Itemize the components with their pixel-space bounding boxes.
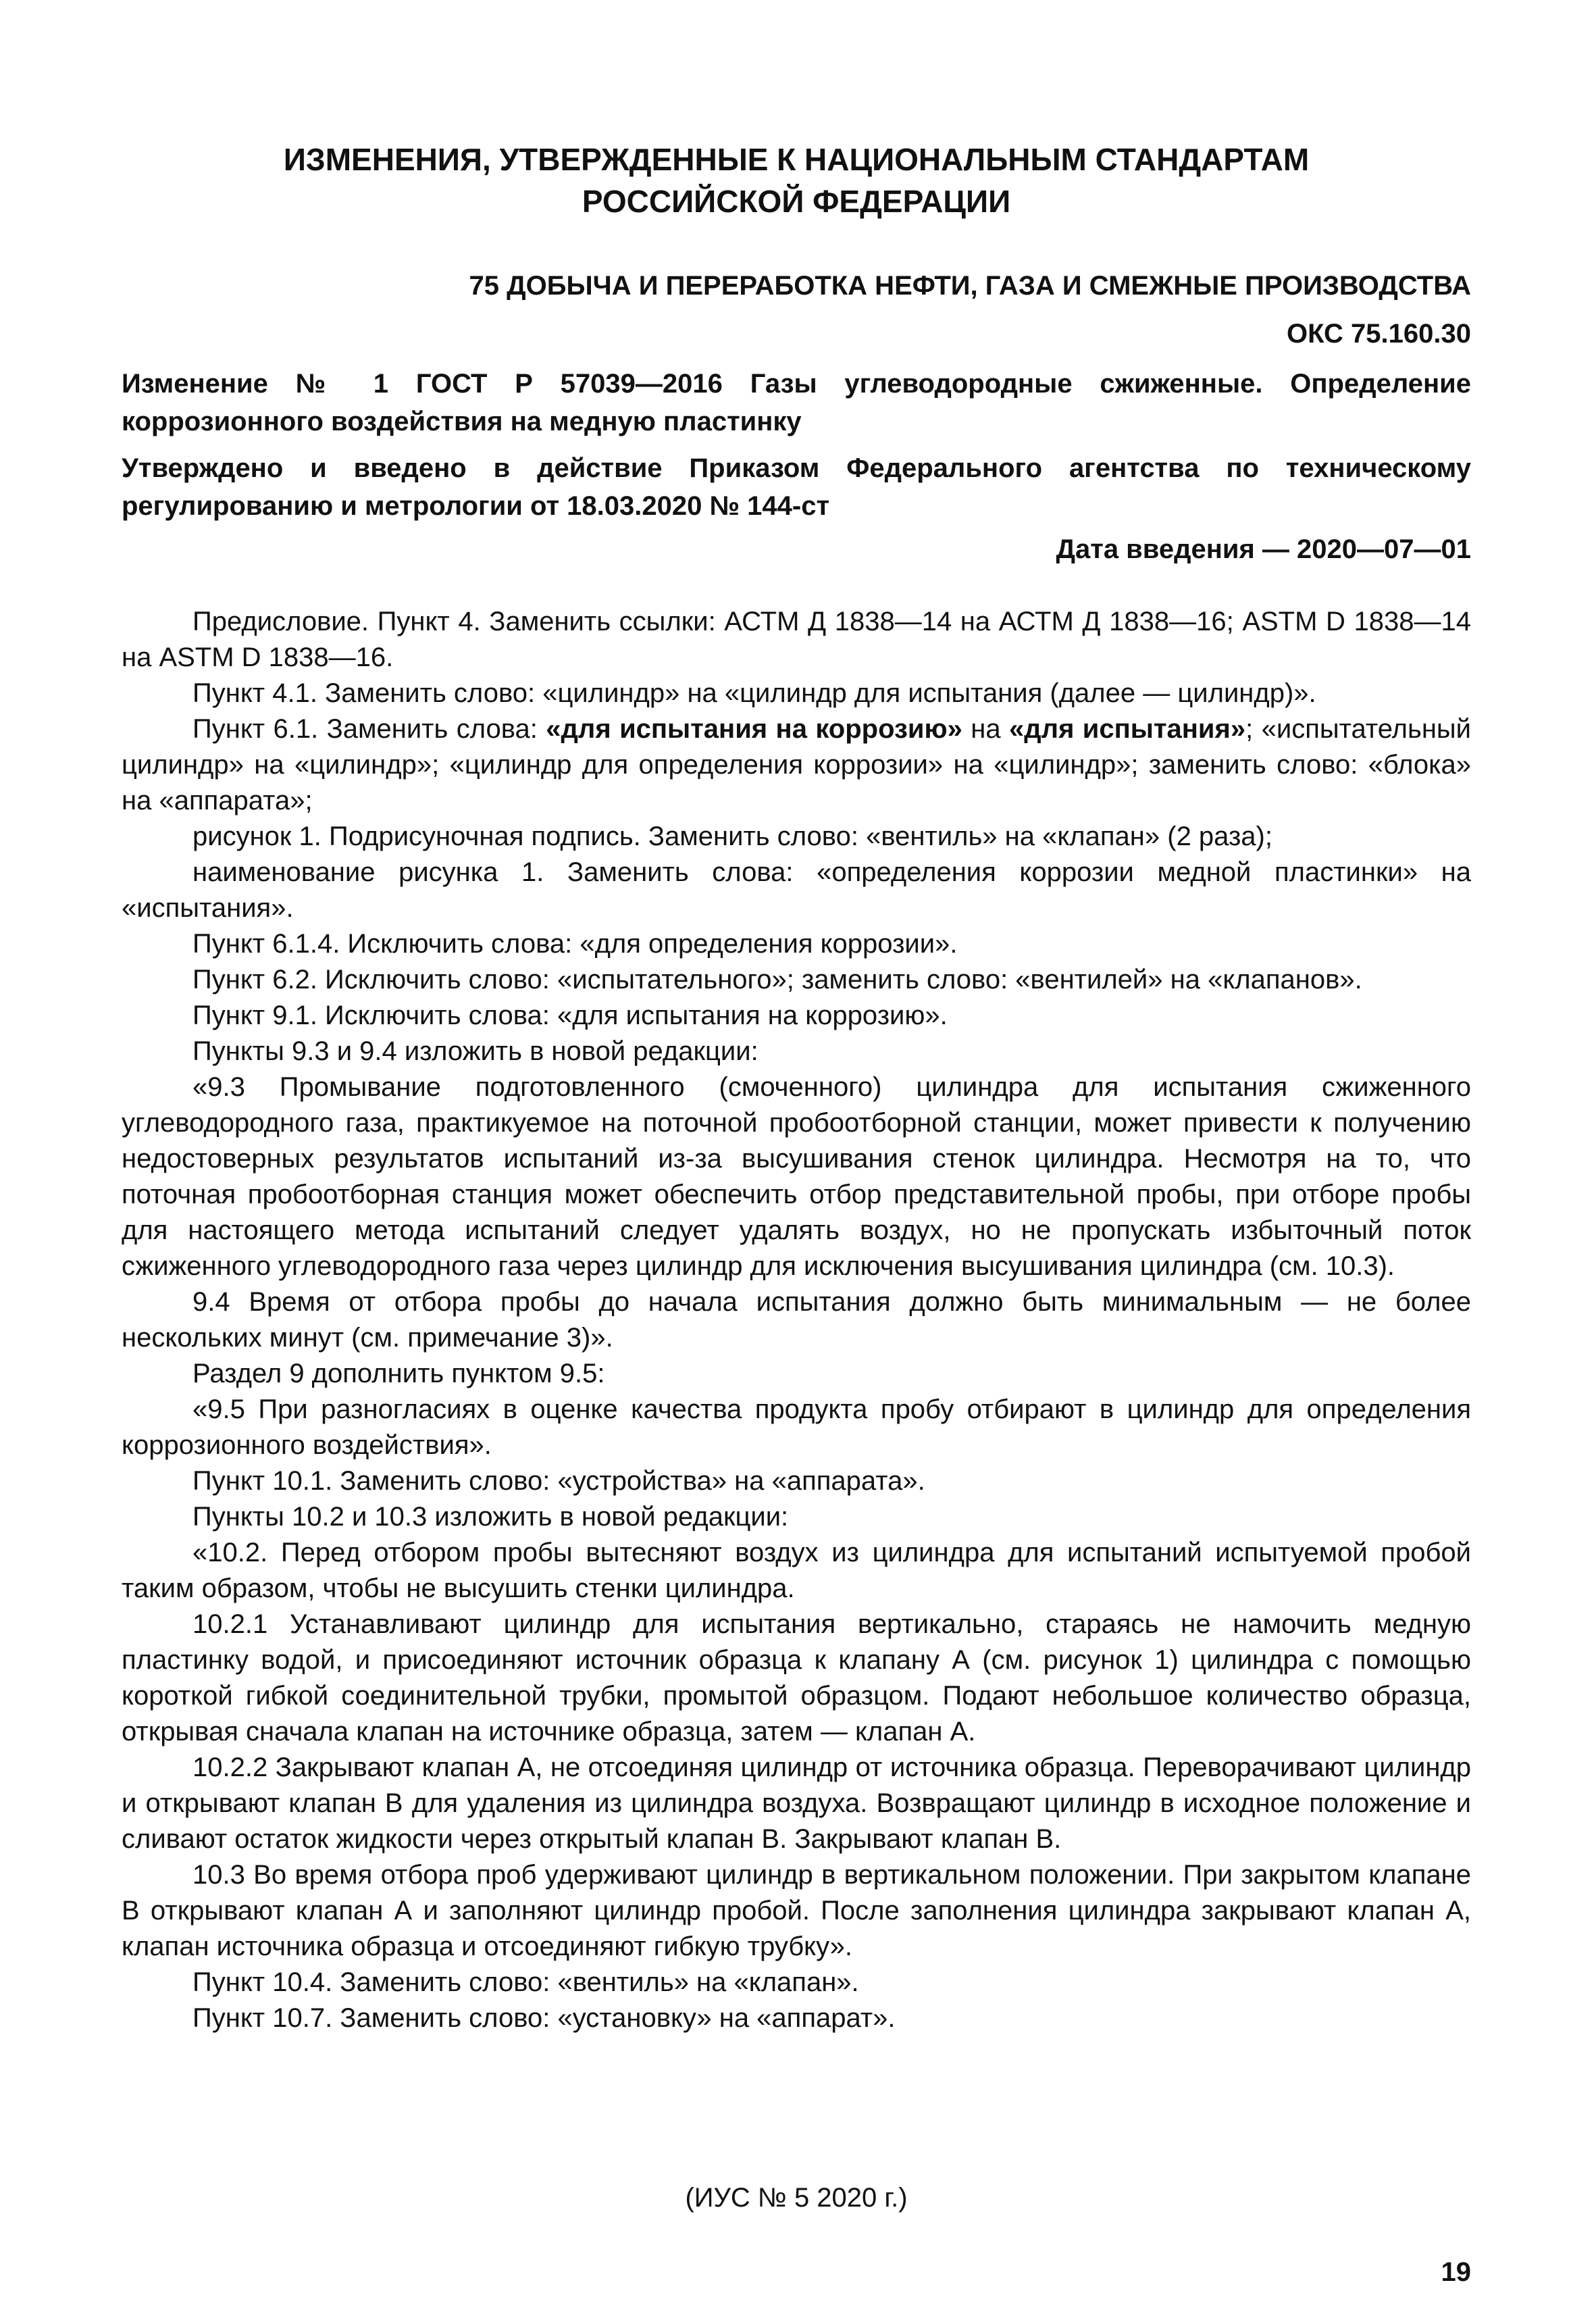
paragraph: рисунок 1. Подрисуночная подпись. Заменить слово: «вентиль» на «клапан» (2 раза); xyxy=(192,822,1272,851)
document-title xyxy=(122,139,1471,222)
paragraph: Пункт 9.1. Исключить слова: «для испытания на коррозию». xyxy=(192,1001,948,1030)
paragraph: «9.3 Промывание подготовленного (смоченного) цилиндра для испытания сжиженного углеводородного газа, практикуемое на поточной пробоотборной станции, может привести к получению недостоверных результатов испытаний из-за высушивания стенок цилиндра. Несмотря на то, что поточная пробоотборная станция может обеспечить отбор представительной пробы, при отборе пробы для настоящего метода испытаний следует удалять воздух, но не пропускать избыточный поток сжиженного углеводородного газа через цилиндр для исключения высушивания цилиндра (см. 10.3). xyxy=(122,1072,1471,1281)
section-heading: 75 ДОБЫЧА И ПЕРЕРАБОТКА НЕФТИ, ГАЗА И СМЕЖНЫЕ ПРОИЗВОДСТВА xyxy=(469,271,1471,301)
paragraph: 10.3 Во время отбора проб удерживают цилиндр в вертикальном положении. При закрытом клапане В открывают клапан А и заполняют цилиндр пробой. После заполнения цилиндра закрывают клапан А, клапан источника образца и отсоединяют гибкую трубку». xyxy=(122,1860,1471,1961)
paragraph: Раздел 9 дополнить пунктом 9.5: xyxy=(192,1359,605,1388)
paragraph-text: Пункт 6.1. Заменить слова: xyxy=(192,714,546,744)
effective-date: Дата введения — 2020—07—01 xyxy=(1056,534,1471,564)
page-number: 19 xyxy=(1441,2257,1471,2287)
paragraph: Предисловие. Пункт 4. Заменить ссылки: АСТМ Д 1838—14 на АСТМ Д 1838—16; ASTM D 1838—14 на ASTM D 1838—16. xyxy=(122,607,1471,672)
paragraph: Пункты 9.3 и 9.4 изложить в новой редакции: xyxy=(192,1036,758,1066)
paragraph: Пункт 6.1.4. Исключить слова: «для определения коррозии». xyxy=(192,929,958,959)
paragraph: 10.2.1 Устанавливают цилиндр для испытания вертикально, стараясь не намочить медную пластинку водой, и присоединяют источник образца к клапану А (см. рисунок 1) цилиндра с помощью короткой гибкой соединительной трубки, промытой образцом. Подают небольшое количество образца, открывая сначала клапан на источнике образца, затем — клапан А. xyxy=(122,1609,1471,1746)
paragraph: Пункты 10.2 и 10.3 изложить в новой редакции: xyxy=(192,1502,789,1532)
paragraph: Пункт 6.2. Исключить слово: «испытательного»; заменить слово: «вентилей» на «клапанов». xyxy=(192,965,1362,995)
title-line-1: ИЗМЕНЕНИЯ, УТВЕРЖДЕННЫЕ К НАЦИОНАЛЬНЫМ СТАНДАРТАМ xyxy=(283,142,1310,177)
title-line-2: РОССИЙСКОЙ ФЕДЕРАЦИИ xyxy=(582,184,1011,219)
paragraph: 9.4 Время от отбора пробы до начала испытания должно быть минимальным — не более нескольких минут (см. примечание 3)». xyxy=(122,1287,1471,1353)
amendment-body xyxy=(122,604,1471,2036)
paragraph: 10.2.2 Закрывают клапан А, не отсоединяя цилиндр от источника образца. Переворачивают цилиндр и открывают клапан В для удаления из цилиндра воздуха. Возвращают цилиндр в исходное положение и сливают остаток жидкости через открытый клапан В. Закрывают клапан В. xyxy=(122,1753,1471,1854)
paragraph: Пункт 10.1. Заменить слово: «устройства» на «аппарата». xyxy=(192,1466,925,1496)
paragraph: Пункт 4.1. Заменить слово: «цилиндр» на «цилиндр для испытания (далее — цилиндр)». xyxy=(192,678,1316,708)
approval-note: Утверждено и введено в действие Приказом Федерального агентства по техническому регулированию и метрологии от 18.03.2020 № 144-ст xyxy=(122,453,1471,521)
bold-phrase: «для испытания на коррозию» xyxy=(546,714,962,744)
paragraph: Пункт 10.7. Заменить слово: «установку» на «аппарат». xyxy=(192,2003,896,2033)
paragraph-text: ; «испытательный цилиндр» на «цилиндр»; «цилиндр для определения коррозии» на «цилиндр»; заменить слово: «блока» на «аппарата»; xyxy=(122,714,1472,815)
bold-phrase: «для испытания» xyxy=(1009,714,1246,744)
paragraph-text: на xyxy=(962,714,1010,744)
paragraph: Пункт 10.4. Заменить слово: «вентиль» на «клапан». xyxy=(192,1967,859,1997)
paragraph: «10.2. Перед отбором пробы вытесняют воздух из цилиндра для испытаний испытуемой пробой таким образом, чтобы не высушить стенки цилиндра. xyxy=(122,1538,1471,1603)
paragraph: «9.5 При разногласиях в оценке качества продукта пробу отбирают в цилиндр для определения коррозионного воздействия». xyxy=(122,1394,1471,1460)
source-reference: (ИУС № 5 2020 г.) xyxy=(685,2183,908,2213)
paragraph xyxy=(122,711,1471,819)
amendment-title: Изменение № 1 ГОСТ Р 57039—2016 Газы углеводородные сжиженные. Определение коррозионного воздействия на медную пластинку xyxy=(122,369,1471,436)
paragraph: наименование рисунка 1. Заменить слова: «определения коррозии медной пластинки» на «испытания». xyxy=(122,857,1471,923)
oks-code: ОКС 75.160.30 xyxy=(1287,319,1471,349)
